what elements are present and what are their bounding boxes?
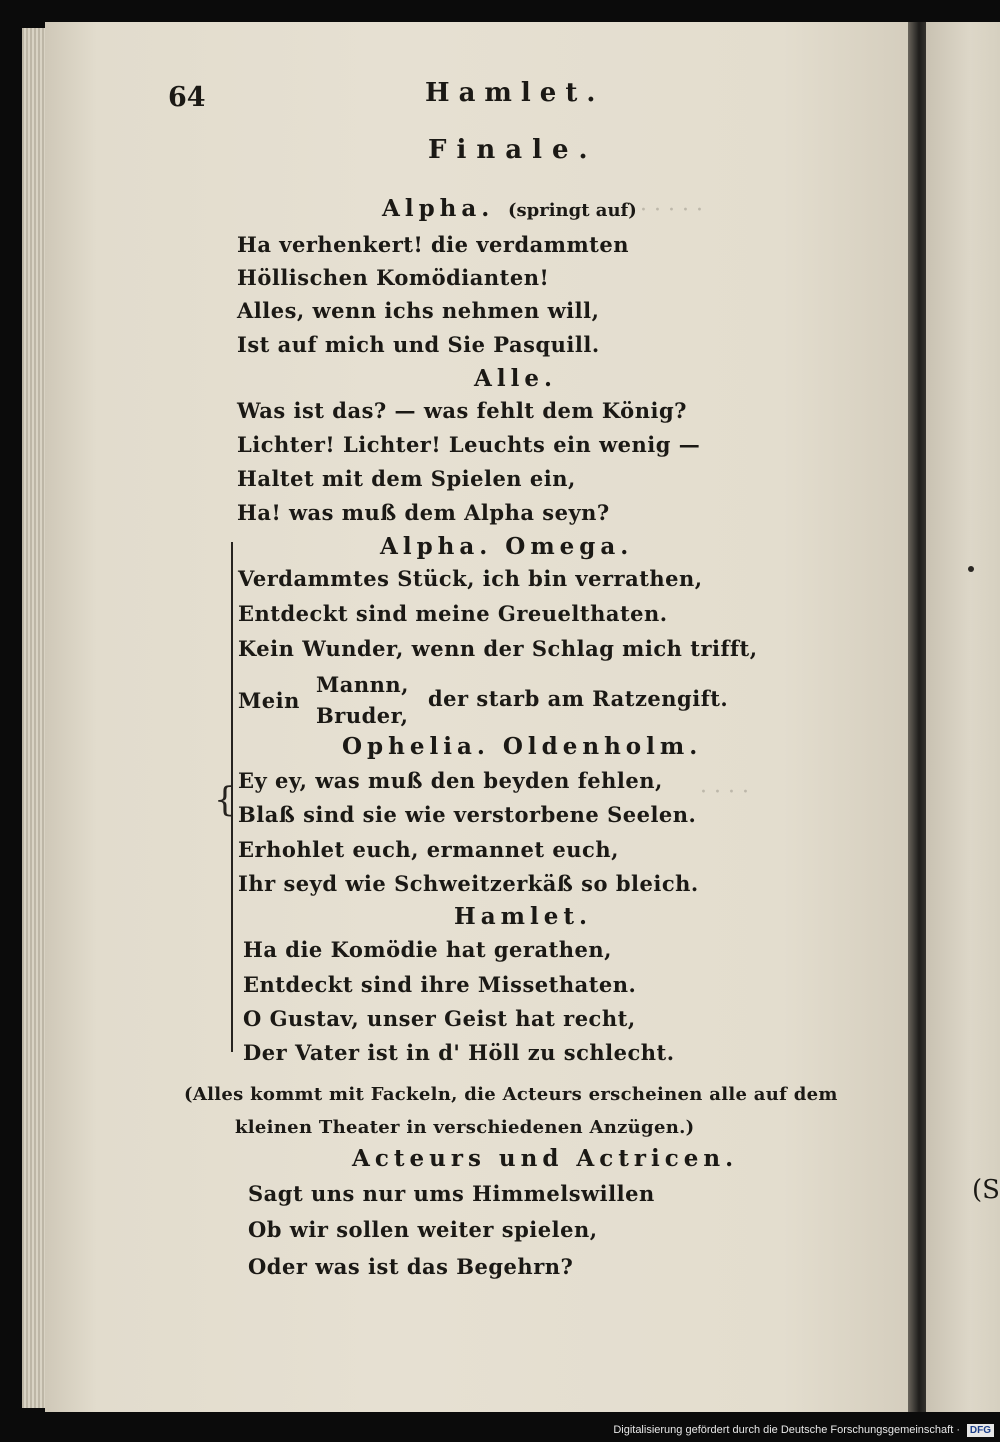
speaker-heading: Acteurs und Actricen.	[352, 1145, 739, 1172]
section-title: Finale.	[428, 135, 598, 165]
verse-line: Haltet mit dem Spielen ein,	[237, 466, 576, 491]
running-head: Hamlet.	[425, 78, 605, 108]
footer-credit: Digitalisierung gefördert durch die Deutsche Forschungsgemeinschaft ·	[613, 1424, 960, 1436]
verse-line: Der Vater ist in d' Höll zu schlecht.	[243, 1040, 675, 1065]
book-gutter	[908, 22, 928, 1412]
verse-line: Lichter! Lichter! Leuchts ein wenig —	[237, 432, 701, 457]
verse-line: Sagt uns nur ums Himmelswillen	[248, 1181, 655, 1206]
verse-line: O Gustav, unser Geist hat recht,	[243, 1006, 636, 1031]
variant-option: Mannn,	[316, 672, 409, 697]
speaker-heading: Alpha.	[382, 195, 495, 222]
verse-line: Erhohlet euch, ermannet euch,	[238, 837, 619, 862]
verse-line: Ey ey, was muß den beyden fehlen,	[238, 768, 663, 793]
verse-line: Ha die Komödie hat gerathen,	[243, 937, 612, 962]
variant-option: Bruder,	[316, 703, 409, 728]
verse-line: Ha verhenkert! die verdammten	[237, 232, 630, 257]
verse-line: Kein Wunder, wenn der Schlag mich trifft,	[238, 636, 758, 661]
speaker-heading: Hamlet.	[454, 903, 592, 930]
verse-line: Entdeckt sind ihre Missethaten.	[243, 972, 637, 997]
verse-line: Ihr seyd wie Schweitzerkäß so bleich.	[238, 871, 699, 896]
verse-line: Entdeckt sind meine Greuelthaten.	[238, 601, 668, 626]
verse-line: Ob wir sollen weiter spielen,	[248, 1217, 598, 1242]
stage-direction: (Alles kommt mit Fackeln, die Acteurs erscheinen alle auf dem	[184, 1084, 838, 1105]
next-page-fragment: (S	[972, 1175, 1000, 1205]
verse-line: Blaß sind sie wie verstorbene Seelen.	[238, 802, 697, 827]
ink-spot	[968, 566, 974, 572]
verse-line: Verdammtes Stück, ich bin verrathen,	[238, 566, 703, 591]
variant-suffix: der starb am Ratzengift.	[428, 686, 729, 711]
show-through: · · · ·	[700, 780, 749, 805]
verse-line: Ist auf mich und Sie Pasquill.	[237, 332, 600, 357]
show-through: · · · · ·	[640, 198, 703, 223]
speaker-heading: Alle.	[474, 365, 557, 392]
speaker-heading: Alpha. Omega.	[380, 533, 634, 560]
brace-curl: {	[214, 780, 236, 820]
page-number: 64	[168, 82, 206, 113]
verse-line: Oder was ist das Begehrn?	[248, 1254, 574, 1279]
verse-line: Alles, wenn ichs nehmen will,	[237, 298, 600, 323]
variant-prefix: Mein	[238, 688, 300, 713]
verse-line: Höllischen Komödianten!	[237, 265, 550, 290]
dfg-logo: DFG	[967, 1424, 994, 1437]
verse-line: Ha! was muß dem Alpha seyn?	[237, 500, 610, 525]
verse-line: Was ist das? — was fehlt dem König?	[237, 398, 687, 423]
speaker-direction: (springt auf)	[508, 200, 637, 221]
stage-direction: kleinen Theater in verschiedenen Anzügen.)	[235, 1117, 695, 1138]
speaker-heading: Ophelia. Oldenholm.	[342, 733, 703, 760]
